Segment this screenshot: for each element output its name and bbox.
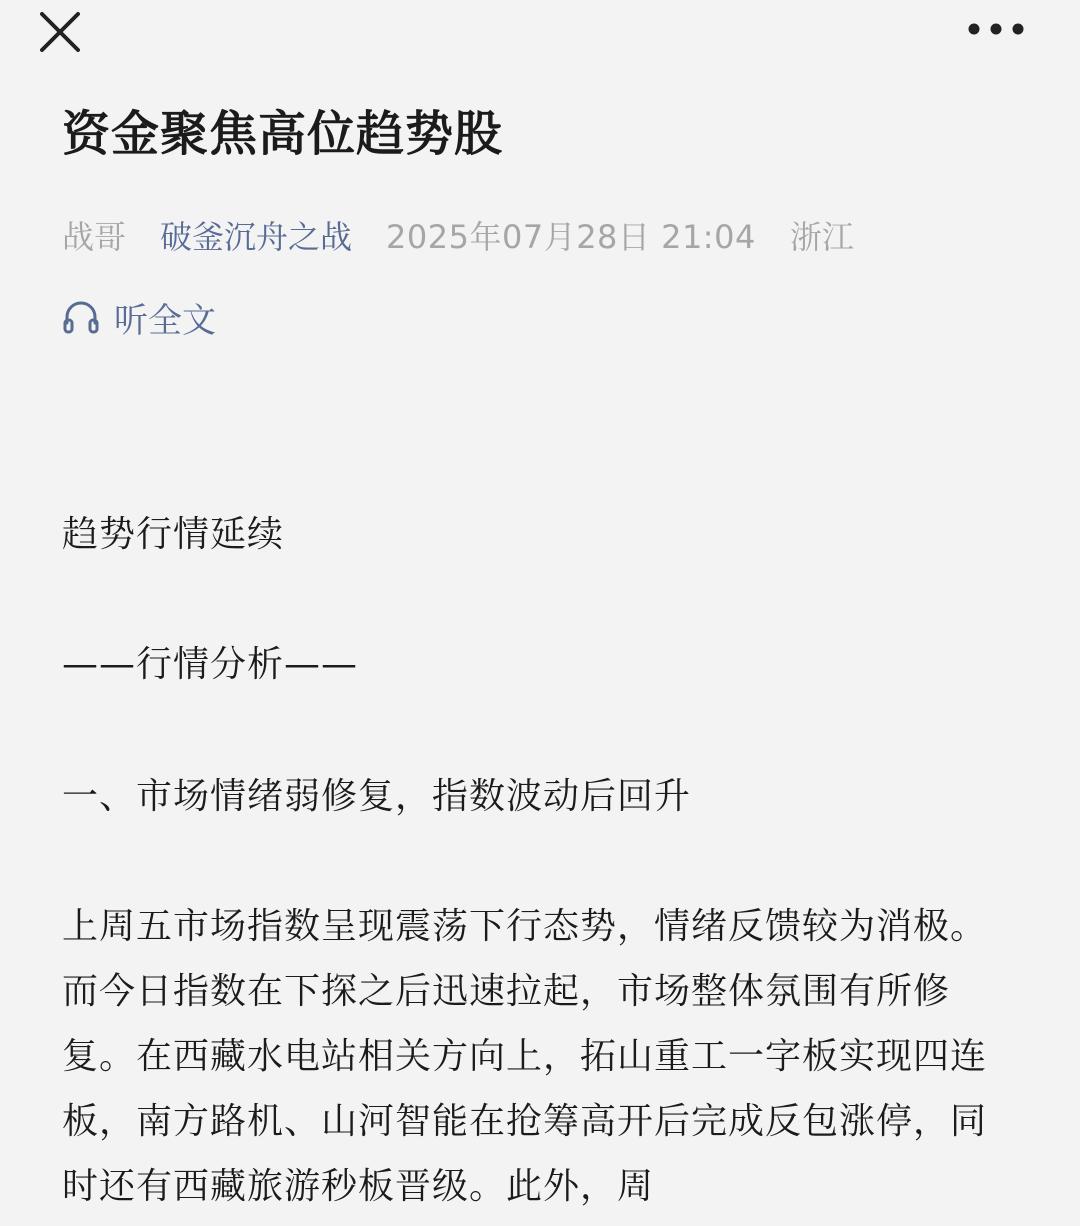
listen-label: 听全文: [114, 300, 216, 341]
publish-location: 浙江: [789, 218, 854, 256]
close-icon: [37, 9, 83, 55]
author-name[interactable]: 战哥: [62, 218, 127, 256]
article-title: 资金聚焦高位趋势股: [62, 106, 504, 162]
headphones-icon: [62, 298, 100, 336]
close-button[interactable]: [34, 6, 86, 58]
paragraph-subtitle: 趋势行情延续: [62, 514, 285, 555]
paragraph-section-heading: 一、市场情绪弱修复，指数波动后回升: [62, 776, 692, 817]
publish-datetime: 2025年07月28日 21:04: [386, 218, 756, 256]
more-options-button[interactable]: [962, 12, 1030, 46]
top-bar: [0, 0, 1080, 70]
paragraph-section-divider: ——行情分析——: [62, 644, 359, 685]
account-name-link[interactable]: 破釜沉舟之战: [160, 218, 353, 256]
more-dots-icon: [966, 22, 1026, 36]
article-meta: [62, 210, 1042, 264]
paragraph-body: 上周五市场指数呈现震荡下行态势，情绪反馈较为消极。而今日指数在下探之后迅速拉起，市场整体氛围有所修复。在西藏水电站相关方向上，拓山重工一字板实现四连板，南方路机、山河智能在抢筹高开后完成反包涨停，同时还有西藏旅游秒板晋级。此外，周: [62, 906, 988, 1207]
listen-full-text-button[interactable]: [62, 290, 216, 344]
